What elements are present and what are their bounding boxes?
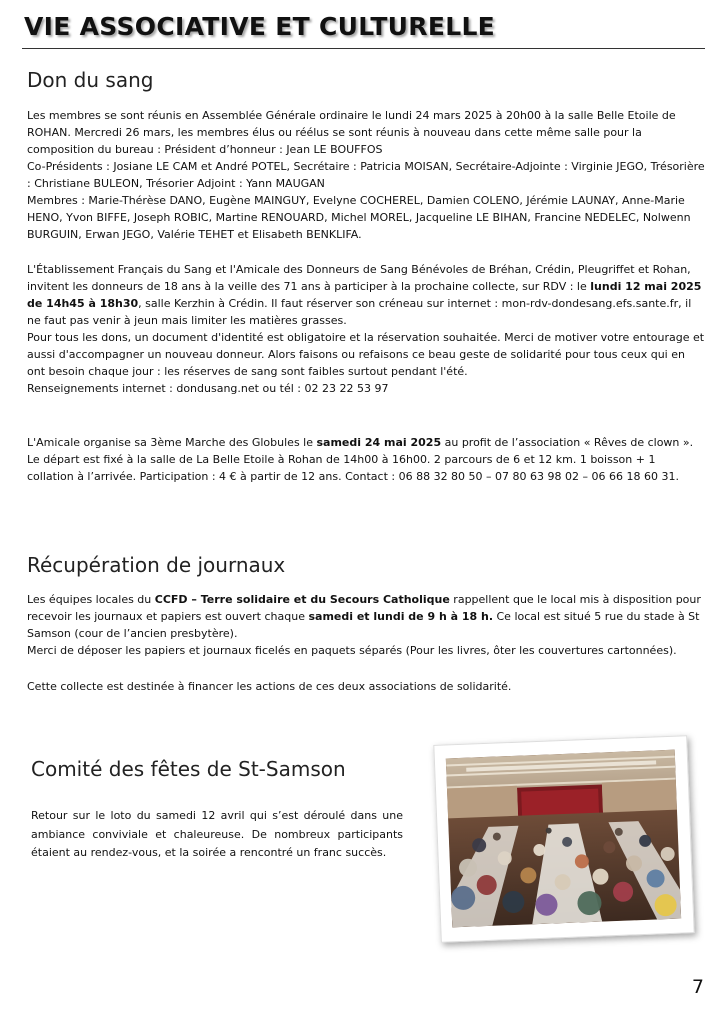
marche-text-b: au profit de l’association « Rêves de clown ». Le départ est fixé à la salle de La Belle Etoile à Rohan de 14h00 à 16h00. 2 parcours de 6 et 12 km. 1 boisson + 1 collation à l’arrivée. Participation : 4 € à partir de 12 ans. Contact : 06 88 32 80 50 – 07 80 63 98 02 – 06 66 18 60 31.: [27, 436, 694, 483]
page-title: VIE ASSOCIATIVE ET CULTURELLE: [24, 12, 496, 41]
journaux-paragraph-local: [27, 592, 705, 643]
journaux-text-b: rappellent que le local mis à disposition pour recevoir les journaux et papiers est ouvert chaque: [27, 593, 701, 623]
loto-photo: [446, 750, 681, 928]
marche-text-a: L'Amicale organise sa 3ème Marche des Globules le: [27, 436, 317, 449]
don-paragraph-documents: Pour tous les dons, un document d'identité est obligatoire et la réservation souhaitée. Merci de motiver votre entourage et aussi d'accompagner un nouveau donneur. Alors faisons ou refaisons ce beau geste de solidarité pour tous ceux qui en ont besoin chaque jour : les réserves de sang sont faibles surtout pendant l'été.: [27, 331, 705, 378]
don-paragraph-bureau: Co-Présidents : Josiane LE CAM et André POTEL, Secrétaire : Patricia MOISAN, Secrétaire-Adjointe : Virginie JEGO, Trésorière : Christiane BULEON, Trésorier Adjoint : Yann MAUGAN: [27, 160, 705, 190]
don-collecte-text-b: , salle Kerzhin à Crédin. Il faut réserver son créneau sur internet : mon-rdv-dondesang.efs.sante.fr, il ne faut pas venir à jeun mais limiter les matières grasses.: [27, 296, 692, 327]
don-paragraph-collecte: [27, 262, 705, 330]
don-paragraph-renseignements: Renseignements internet : dondusang.net ou tél : 02 23 22 53 97: [27, 382, 389, 395]
section-title-journaux: Récupération de journaux: [27, 553, 286, 577]
comite-paragraph-loto: Retour sur le loto du samedi 12 avril qui s’est déroulé dans une ambiance conviviale et chaleureuse. De nombreux participants étaient au rendez-vous, et la soirée a rencontré un franc succès.: [31, 809, 403, 859]
journaux-text-a: Les équipes locales du: [27, 593, 155, 606]
page-number: 7: [691, 976, 704, 998]
section-title-don-du-sang: Don du sang: [27, 68, 154, 92]
section-title-comite: Comité des fêtes de St-Samson: [31, 757, 346, 781]
marche-date: samedi 24 mai 2025: [316, 436, 442, 449]
page-header: [22, 8, 705, 49]
don-paragraph-marche: [27, 435, 705, 486]
journaux-horaires: samedi et lundi de 9 h à 18 h.: [308, 609, 493, 623]
don-paragraph-membres: Membres : Marie-Thérèse DANO, Eugène MAINGUY, Evelyne COCHEREL, Damien COLENO, Jérémie LAUNAY, Anne-Marie HENO, Yvon BIFFE, Joseph ROBIC, Martine RENOUARD, Michel MOREL, Jacqueline LE BIHAN, Francine NEDELEC, Nolwenn BURGUIN, Erwan JEGO, Valérie TEHET et Elisabeth BENKLIFA.: [27, 194, 691, 241]
journaux-paragraph-depot: Merci de déposer les papiers et journaux ficelés en paquets séparés (Pour les livres, ôter les couvertures cartonnées).: [27, 644, 677, 657]
journaux-text-c: Ce local est situé 5 rue du stade à St Samson (cour de l’ancien presbytère).: [27, 609, 700, 640]
journaux-paragraph-collecte: Cette collecte est destinée à financer les actions de ces deux associations de solidarité.: [27, 680, 512, 693]
don-collecte-text-a: L'Établissement Français du Sang et l'Amicale des Donneurs de Sang Bénévoles de Bréhan, Crédin, Pleugriffet et Rohan, invitent les donneurs de 18 ans à la veille des 71 ans à participer à la prochaine collecte, sur RDV : le: [27, 263, 691, 293]
don-collecte-date: lundi 12 mai 2025 de 14h45 à 18h30: [27, 279, 702, 310]
journaux-associations: CCFD – Terre solidaire et du Secours Catholique: [154, 593, 450, 606]
loto-photo-frame: [433, 735, 694, 943]
don-paragraph-assemblee: Les membres se sont réunis en Assemblée Générale ordinaire le lundi 24 mars 2025 à 20h00 à la salle Belle Etoile de ROHAN. Mercredi 26 mars, les membres élus ou réélus se sont réunis à nouveau dans cette même salle pour la composition du bureau : Président d’honneur : Jean LE BOUFFOS: [27, 109, 676, 156]
